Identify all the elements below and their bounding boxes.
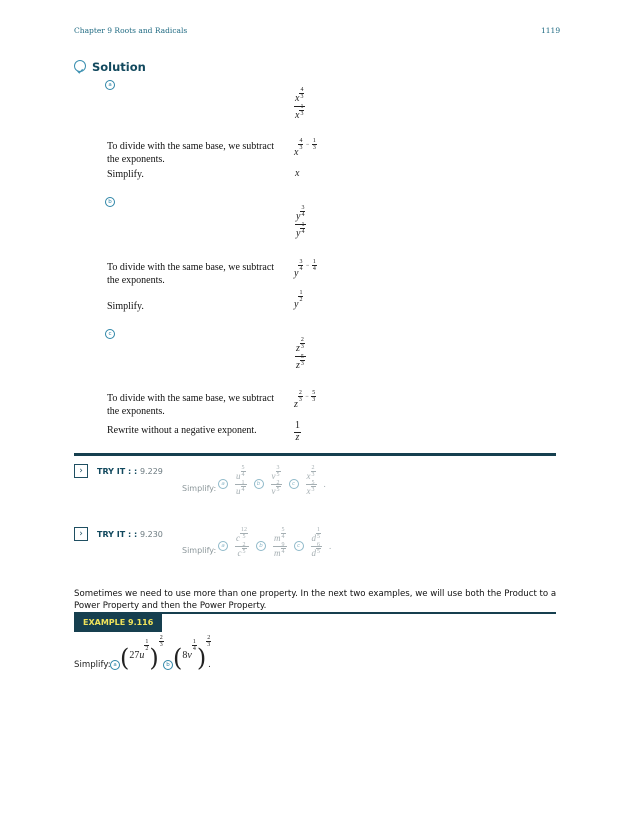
example-end: . — [208, 660, 211, 670]
quotient-b: y $\frac{3}{4}$ y $\frac{1}{4}$ — [296, 205, 305, 239]
chapter-title: Chapter 9 Roots and Radicals — [74, 26, 188, 35]
step-expr-b1: y $\frac{3}{4}$ − $\frac{1}{4}$ — [294, 259, 316, 280]
step-expr-a1: x $\frac{4}{3}$ − $\frac{1}{3}$ — [294, 138, 316, 159]
marker-b: b — [256, 541, 266, 551]
step-text-a2: Simplify. — [107, 169, 144, 180]
try-it-prompt-2: Simplify: — [182, 546, 217, 555]
quotient-c: z $\frac{2}{3}$ z $\frac{5}{3}$ — [296, 337, 304, 371]
marker-b: b — [105, 197, 115, 207]
try-it-label-1: TRY IT : : 9.229 — [97, 467, 163, 476]
marker-c: c — [105, 329, 115, 339]
section-divider — [74, 453, 556, 456]
result-c: $\frac{1}{z}$ — [295, 420, 300, 443]
marker-a: a — [110, 660, 120, 670]
example-expr-b: (8v $\frac{1}{4}$ ) $\frac{2}{3}$ — [173, 634, 211, 672]
expand-chevron-icon[interactable]: › — [74, 464, 88, 478]
marker-a: a — [218, 541, 228, 551]
body-paragraph: Sometimes we need to use more than one property. In the next two examples, we will use both the Product to a Power Property and then the Power Property. — [74, 589, 557, 611]
page-number: 1119 — [541, 26, 561, 35]
try-it-problems-2: a c $\frac{12}{5}$ c $\frac{2}{5}$ b m $\frac{5}{4}$ m $\frac{9}{4}$ c d $\frac{1}{5}$ d $\frac{6}{5}$ . — [218, 532, 331, 560]
marker-a: a — [218, 479, 228, 489]
try-it-prompt-1: Simplify: — [182, 484, 217, 493]
result-a: x — [295, 168, 300, 179]
marker-c: c — [294, 541, 304, 551]
step-text-b1: To divide with the same base, we subtract the exponents. — [107, 262, 275, 286]
step-text-a1: To divide with the same base, we subtract the exponents. — [107, 141, 275, 165]
check-circle-icon — [74, 60, 86, 72]
marker-a: a — [105, 80, 115, 90]
marker-b: b — [163, 660, 173, 670]
try-it-problems-1: a u $\frac{5}{4}$ u $\frac{1}{4}$ b v $\frac{3}{5}$ v $\frac{2}{5}$ c x $\frac{2}{3}$ x $\frac{5}{3}$ . — [218, 470, 326, 498]
quotient-a: x $\frac{4}{3}$ x $\frac{1}{3}$ — [295, 87, 304, 121]
marker-b: b — [254, 479, 264, 489]
example-expr-a: (27u $\frac{1}{2}$ ) $\frac{2}{3}$ — [120, 634, 163, 672]
step-expr-c1: z $\frac{2}{3}$ − $\frac{5}{3}$ — [294, 390, 316, 411]
step-text-c2: Rewrite without a negative exponent. — [107, 425, 257, 436]
result-b: y $\frac{1}{2}$ — [294, 290, 303, 311]
example-label: EXAMPLE 9.116 — [74, 614, 162, 632]
solution-title: Solution — [92, 60, 146, 74]
expand-chevron-icon[interactable]: › — [74, 527, 88, 541]
example-prompt: Simplify: — [74, 660, 111, 670]
step-text-b2: Simplify. — [107, 301, 144, 312]
step-text-c1: To divide with the same base, we subtract the exponents. — [107, 393, 275, 417]
try-it-label-2: TRY IT : : 9.230 — [97, 530, 163, 539]
marker-c: c — [289, 479, 299, 489]
